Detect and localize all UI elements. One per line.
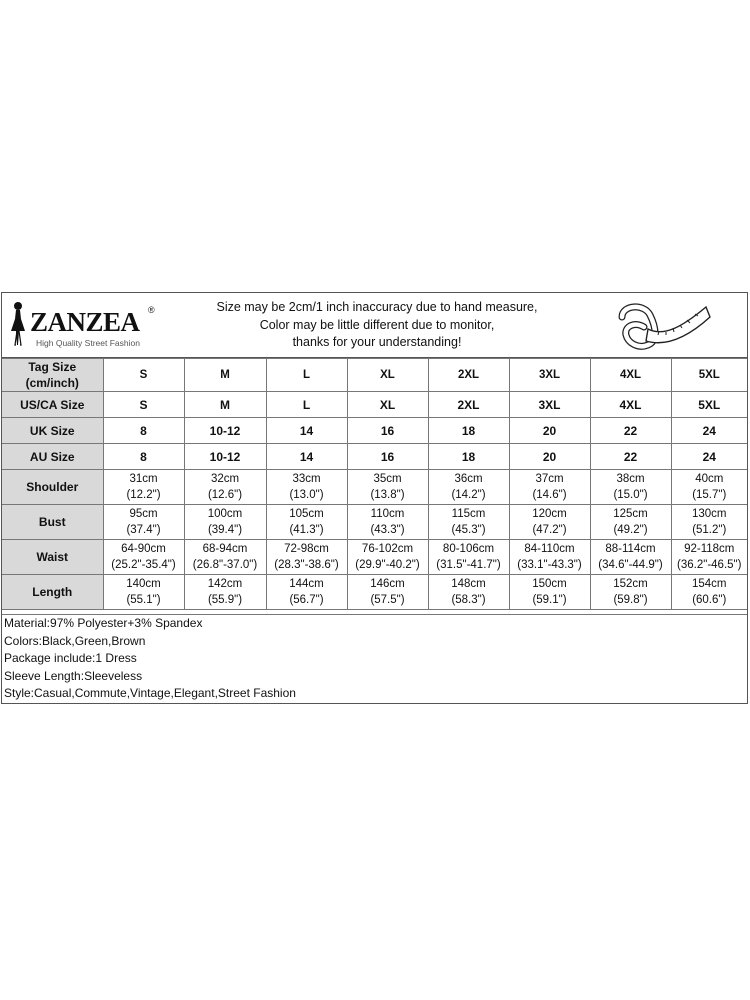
- size-cell: 5XL: [671, 392, 747, 418]
- size-cell: 8: [103, 444, 184, 470]
- cm-value: 154cm: [691, 578, 727, 590]
- cm-value: 144cm: [289, 578, 324, 590]
- table-row: [2, 418, 747, 444]
- measure-cell: [509, 540, 590, 575]
- row-label: US/CA Size: [2, 392, 103, 418]
- inch-value: (13.0"): [289, 489, 324, 501]
- inch-value: (59.1"): [532, 594, 567, 606]
- inch-value: (43.3"): [370, 524, 405, 536]
- detail-line: Package include:1 Dress: [4, 651, 137, 665]
- size-cell: 22: [590, 444, 671, 470]
- cm-value: 150cm: [532, 578, 567, 590]
- measure-cell: [103, 505, 184, 540]
- inch-value: (14.6"): [532, 489, 567, 501]
- notice-line: Color may be little different due to monitor,: [259, 317, 495, 332]
- inch-value: (56.7"): [289, 594, 324, 606]
- cm-value: 125cm: [613, 508, 648, 520]
- measure-cell: [184, 470, 266, 505]
- cm-value: 72-98cm: [284, 543, 329, 555]
- measure-cell: [590, 470, 671, 505]
- notice-line: thanks for your understanding!: [292, 335, 462, 349]
- table-row: [2, 444, 747, 470]
- measure-cell: [671, 505, 747, 540]
- size-cell: S: [103, 392, 184, 418]
- measure-cell: [509, 505, 590, 540]
- size-cell: 20: [509, 444, 590, 470]
- table-row: [2, 575, 747, 610]
- registered-mark: ®: [148, 305, 155, 315]
- size-cell: 22: [590, 418, 671, 444]
- size-cell: S: [103, 359, 184, 392]
- size-cell: XL: [347, 359, 428, 392]
- cm-value: 80-106cm: [442, 543, 495, 555]
- size-cell: 4XL: [590, 359, 671, 392]
- size-cell: 2XL: [428, 392, 509, 418]
- cm-value: 31cm: [129, 473, 158, 485]
- size-cell: L: [266, 392, 347, 418]
- measure-cell: [428, 540, 509, 575]
- table-row: [2, 359, 747, 392]
- cm-value: 115cm: [451, 508, 486, 520]
- inch-value: (13.8"): [370, 489, 405, 501]
- table-row: [2, 470, 747, 505]
- inch-value: (45.3"): [451, 524, 486, 536]
- inch-value: (60.6"): [692, 594, 727, 606]
- inch-value: (34.6"-44.9"): [598, 559, 663, 571]
- cm-value: 36cm: [454, 473, 483, 485]
- measure-cell: [347, 470, 428, 505]
- inch-value: (41.3"): [289, 524, 324, 536]
- measure-cell: [590, 575, 671, 610]
- cm-value: 146cm: [370, 578, 405, 590]
- inch-value: (33.1"-43.3"): [517, 559, 582, 571]
- row-label: Waist: [2, 540, 103, 575]
- inch-value: (58.3"): [451, 594, 486, 606]
- size-cell: 3XL: [509, 359, 590, 392]
- size-cell: 3XL: [509, 392, 590, 418]
- detail-line: Sleeve Length:Sleeveless: [4, 668, 143, 683]
- cm-value: 152cm: [613, 578, 648, 590]
- brand-name: ZANZEA: [30, 307, 140, 337]
- inch-value: (57.5"): [370, 594, 405, 606]
- measure-cell: [347, 540, 428, 575]
- measure-cell: [590, 540, 671, 575]
- size-cell: 18: [428, 418, 509, 444]
- size-cell: 5XL: [671, 359, 747, 392]
- size-cell: M: [184, 359, 266, 392]
- cm-value: 130cm: [691, 508, 727, 520]
- measure-cell: [266, 505, 347, 540]
- measure-cell: [428, 575, 509, 610]
- brand-logo: [6, 299, 156, 351]
- measure-cell: [184, 505, 266, 540]
- size-cell: 4XL: [590, 392, 671, 418]
- inch-value: (47.2"): [532, 524, 567, 536]
- measurement-notice: [192, 299, 562, 352]
- cm-value: 142cm: [207, 578, 243, 590]
- inch-value: (29.9"-40.2"): [355, 559, 420, 571]
- cm-value: 64-90cm: [121, 543, 166, 555]
- cm-value: 40cm: [695, 473, 724, 485]
- measure-cell: [671, 540, 747, 575]
- size-cell: 20: [509, 418, 590, 444]
- measure-cell: [428, 505, 509, 540]
- size-cell: 14: [266, 444, 347, 470]
- size-cell: 10-12: [184, 444, 266, 470]
- inch-value: (15.7"): [692, 489, 727, 501]
- product-details: [2, 614, 747, 703]
- cm-value: 76-102cm: [361, 543, 414, 555]
- row-label: Shoulder: [2, 470, 103, 505]
- cm-value: 140cm: [126, 578, 161, 590]
- size-cell: 10-12: [184, 418, 266, 444]
- measure-cell: [347, 505, 428, 540]
- cm-value: 105cm: [289, 508, 324, 520]
- inch-value: (12.2"): [126, 489, 161, 501]
- measure-cell: [184, 540, 266, 575]
- measure-cell: [103, 575, 184, 610]
- cm-value: 84-110cm: [524, 543, 575, 555]
- size-cell: M: [184, 392, 266, 418]
- cm-value: 95cm: [129, 508, 158, 520]
- measure-cell: [266, 470, 347, 505]
- inch-value: (14.2"): [451, 489, 486, 501]
- cm-value: 32cm: [210, 473, 240, 485]
- size-cell: 14: [266, 418, 347, 444]
- table-row: [2, 505, 747, 540]
- size-table: [2, 358, 747, 610]
- size-cell: XL: [347, 392, 428, 418]
- cm-value: 120cm: [532, 508, 567, 520]
- detail-line: Material:97% Polyester+3% Spandex: [4, 616, 203, 630]
- notice-line: Size may be 2cm/1 inch inaccuracy due to hand measure,: [216, 300, 538, 314]
- woman-silhouette-icon: [6, 299, 30, 351]
- size-cell: 8: [103, 418, 184, 444]
- cm-value: 37cm: [535, 473, 564, 485]
- inch-value: (36.2"-46.5"): [677, 559, 742, 571]
- measure-cell: [590, 505, 671, 540]
- size-cell: 18: [428, 444, 509, 470]
- row-label: UK Size: [2, 418, 103, 444]
- inch-value: (37.4"): [126, 524, 161, 536]
- row-label: Bust: [2, 505, 103, 540]
- measure-cell: [103, 540, 184, 575]
- inch-value: (55.9"): [207, 594, 243, 606]
- inch-value: (49.2"): [613, 524, 648, 536]
- measure-cell: [347, 575, 428, 610]
- size-cell: 24: [671, 444, 747, 470]
- row-label: Length: [2, 575, 103, 610]
- inch-value: (31.5"-41.7"): [436, 559, 501, 571]
- table-row: [2, 540, 747, 575]
- inch-value: (39.4"): [207, 524, 243, 536]
- row-label: Tag Size (cm/inch): [2, 359, 103, 392]
- inch-value: (25.2"-35.4"): [111, 559, 176, 571]
- inch-value: (12.6"): [207, 489, 243, 501]
- cm-value: 68-94cm: [202, 543, 248, 555]
- inch-value: (59.8"): [613, 594, 648, 606]
- size-cell: 16: [347, 418, 428, 444]
- size-cell: 24: [671, 418, 747, 444]
- cm-value: 35cm: [373, 473, 402, 485]
- measure-cell: [428, 470, 509, 505]
- size-cell: 16: [347, 444, 428, 470]
- row-label: AU Size: [2, 444, 103, 470]
- measuring-tape-icon: [614, 297, 714, 353]
- measure-cell: [671, 470, 747, 505]
- inch-value: (26.8"-37.0"): [192, 559, 258, 571]
- cm-value: 110cm: [370, 508, 405, 520]
- measure-cell: [509, 575, 590, 610]
- cm-value: 38cm: [616, 473, 645, 485]
- measure-cell: [509, 470, 590, 505]
- measure-cell: [671, 575, 747, 610]
- measure-cell: [184, 575, 266, 610]
- cm-value: 88-114cm: [605, 543, 656, 555]
- inch-value: (28.3"-38.6"): [274, 559, 339, 571]
- brand-tagline: High Quality Street Fashion: [36, 338, 140, 348]
- cm-value: 33cm: [292, 473, 321, 485]
- size-chart-sheet: [1, 292, 748, 704]
- detail-line: Style:Casual,Commute,Vintage,Elegant,Street Fashion: [4, 686, 296, 700]
- detail-line: Colors:Black,Green,Brown: [4, 633, 146, 648]
- chart-header: [2, 293, 747, 358]
- measure-cell: [266, 575, 347, 610]
- inch-value: (55.1"): [126, 594, 161, 606]
- cm-value: 148cm: [451, 578, 486, 590]
- measure-cell: [103, 470, 184, 505]
- table-row: [2, 392, 747, 418]
- cm-value: 92-118cm: [684, 543, 735, 555]
- measure-cell: [266, 540, 347, 575]
- size-cell: L: [266, 359, 347, 392]
- inch-value: (51.2"): [692, 524, 727, 536]
- size-cell: 2XL: [428, 359, 509, 392]
- cm-value: 100cm: [207, 508, 243, 520]
- inch-value: (15.0"): [613, 489, 648, 501]
